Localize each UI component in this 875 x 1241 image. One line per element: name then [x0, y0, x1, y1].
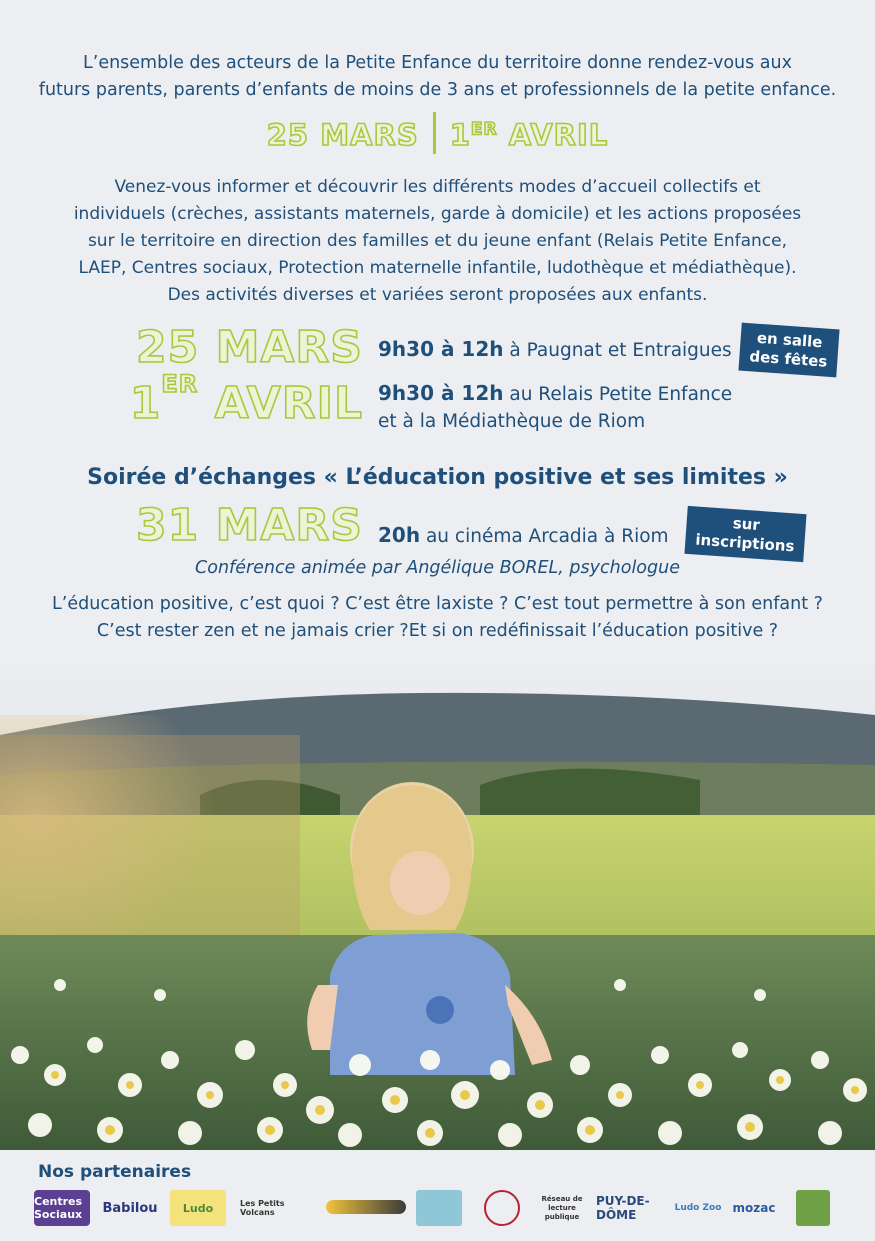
description: [0, 174, 875, 309]
partner-logo-ludo: Ludo: [170, 1190, 226, 1226]
intro-text: [0, 50, 875, 104]
tag-salle-des-fetes: en salle des fêtes: [738, 323, 839, 378]
partner-logo-reseau-lecture: Réseau de lecture publique: [541, 1194, 583, 1221]
soiree-speaker: Conférence animée par Angélique BOREL, psychologue: [195, 558, 680, 578]
partner-logo-12: [796, 1190, 830, 1226]
event-2-place-2: et à la Médiathèque de Riom: [378, 411, 646, 432]
header-date-1: 25 MARS: [266, 118, 419, 152]
intro-line-2: futurs parents, parents d’enfants de moins de 3 ans et professionnels de la petite enfance.: [38, 80, 837, 100]
partner-logo-babilou: Babilou: [102, 1200, 158, 1216]
event-2-schedule: [378, 380, 732, 435]
partner-logos: [30, 1190, 850, 1230]
description-line: sur le territoire en direction des familles et du jeune enfant (Relais Petite Enfance,: [87, 231, 788, 251]
partner-logo-5: [326, 1200, 406, 1214]
partner-logo-mozac: mozac: [732, 1201, 776, 1215]
soiree-questions: [0, 591, 875, 645]
partner-logo-centres-sociaux: Centres Sociaux: [34, 1190, 90, 1226]
tag-sur-inscriptions: sur inscriptions: [684, 506, 806, 562]
partner-logo-puy-de-dome: PUY-DE-DÔME: [596, 1194, 650, 1222]
soiree-title: Soirée d’échanges « L’éducation positive et ses limites »: [87, 465, 788, 490]
header-date-2: 1ER AVRIL: [449, 118, 609, 152]
description-line: Des activités diverses et variées seront proposées aux enfants.: [167, 285, 708, 305]
question-line: L’éducation positive, c’est quoi ? C’est être laxiste ? C’est tout permettre à son enfant ?: [52, 594, 823, 614]
event-1-place: à Paugnat et Entraigues: [503, 340, 732, 361]
partner-logo-petits-volcans: Les Petits Volcans: [240, 1199, 285, 1217]
description-line: LAEP, Centres sociaux, Protection maternelle infantile, ludothèque et médiathèque).: [78, 258, 797, 278]
partner-logo-7: [484, 1190, 520, 1226]
description-line: individuels (crèches, assistants maternels, garde à domicile) et les actions proposées: [73, 204, 802, 224]
soiree-time: 20h: [378, 523, 421, 547]
soiree-place: au cinéma Arcadia à Riom: [420, 526, 669, 547]
soiree-date: 31 MARS: [136, 500, 363, 551]
event-1-schedule: [378, 336, 732, 364]
header-dates: [0, 116, 875, 158]
event-2-date: 1ER AVRIL: [129, 370, 363, 429]
soiree-schedule: [378, 522, 669, 550]
event-2-time: 9h30 à 12h: [378, 381, 504, 405]
partner-logo-ludo-zoo: Ludo Zoo: [674, 1203, 722, 1213]
event-2-place-1: au Relais Petite Enfance: [503, 384, 733, 405]
description-line: Venez-vous informer et découvrir les différents modes d’accueil collectifs et: [114, 177, 761, 197]
partners-title: Nos partenaires: [38, 1162, 192, 1182]
question-line: C’est rester zen et ne jamais crier ?Et si on redéfinissait l’éducation positive ?: [96, 621, 779, 641]
event-1-date: 25 MARS: [136, 322, 363, 373]
partner-logo-6: [416, 1190, 462, 1226]
event-1-time: 9h30 à 12h: [378, 337, 504, 361]
photo-child-in-flower-field: [0, 655, 875, 1150]
date-separator: [433, 112, 436, 154]
intro-line-1: L’ensemble des acteurs de la Petite Enfance du territoire donne rendez-vous aux: [83, 53, 792, 73]
